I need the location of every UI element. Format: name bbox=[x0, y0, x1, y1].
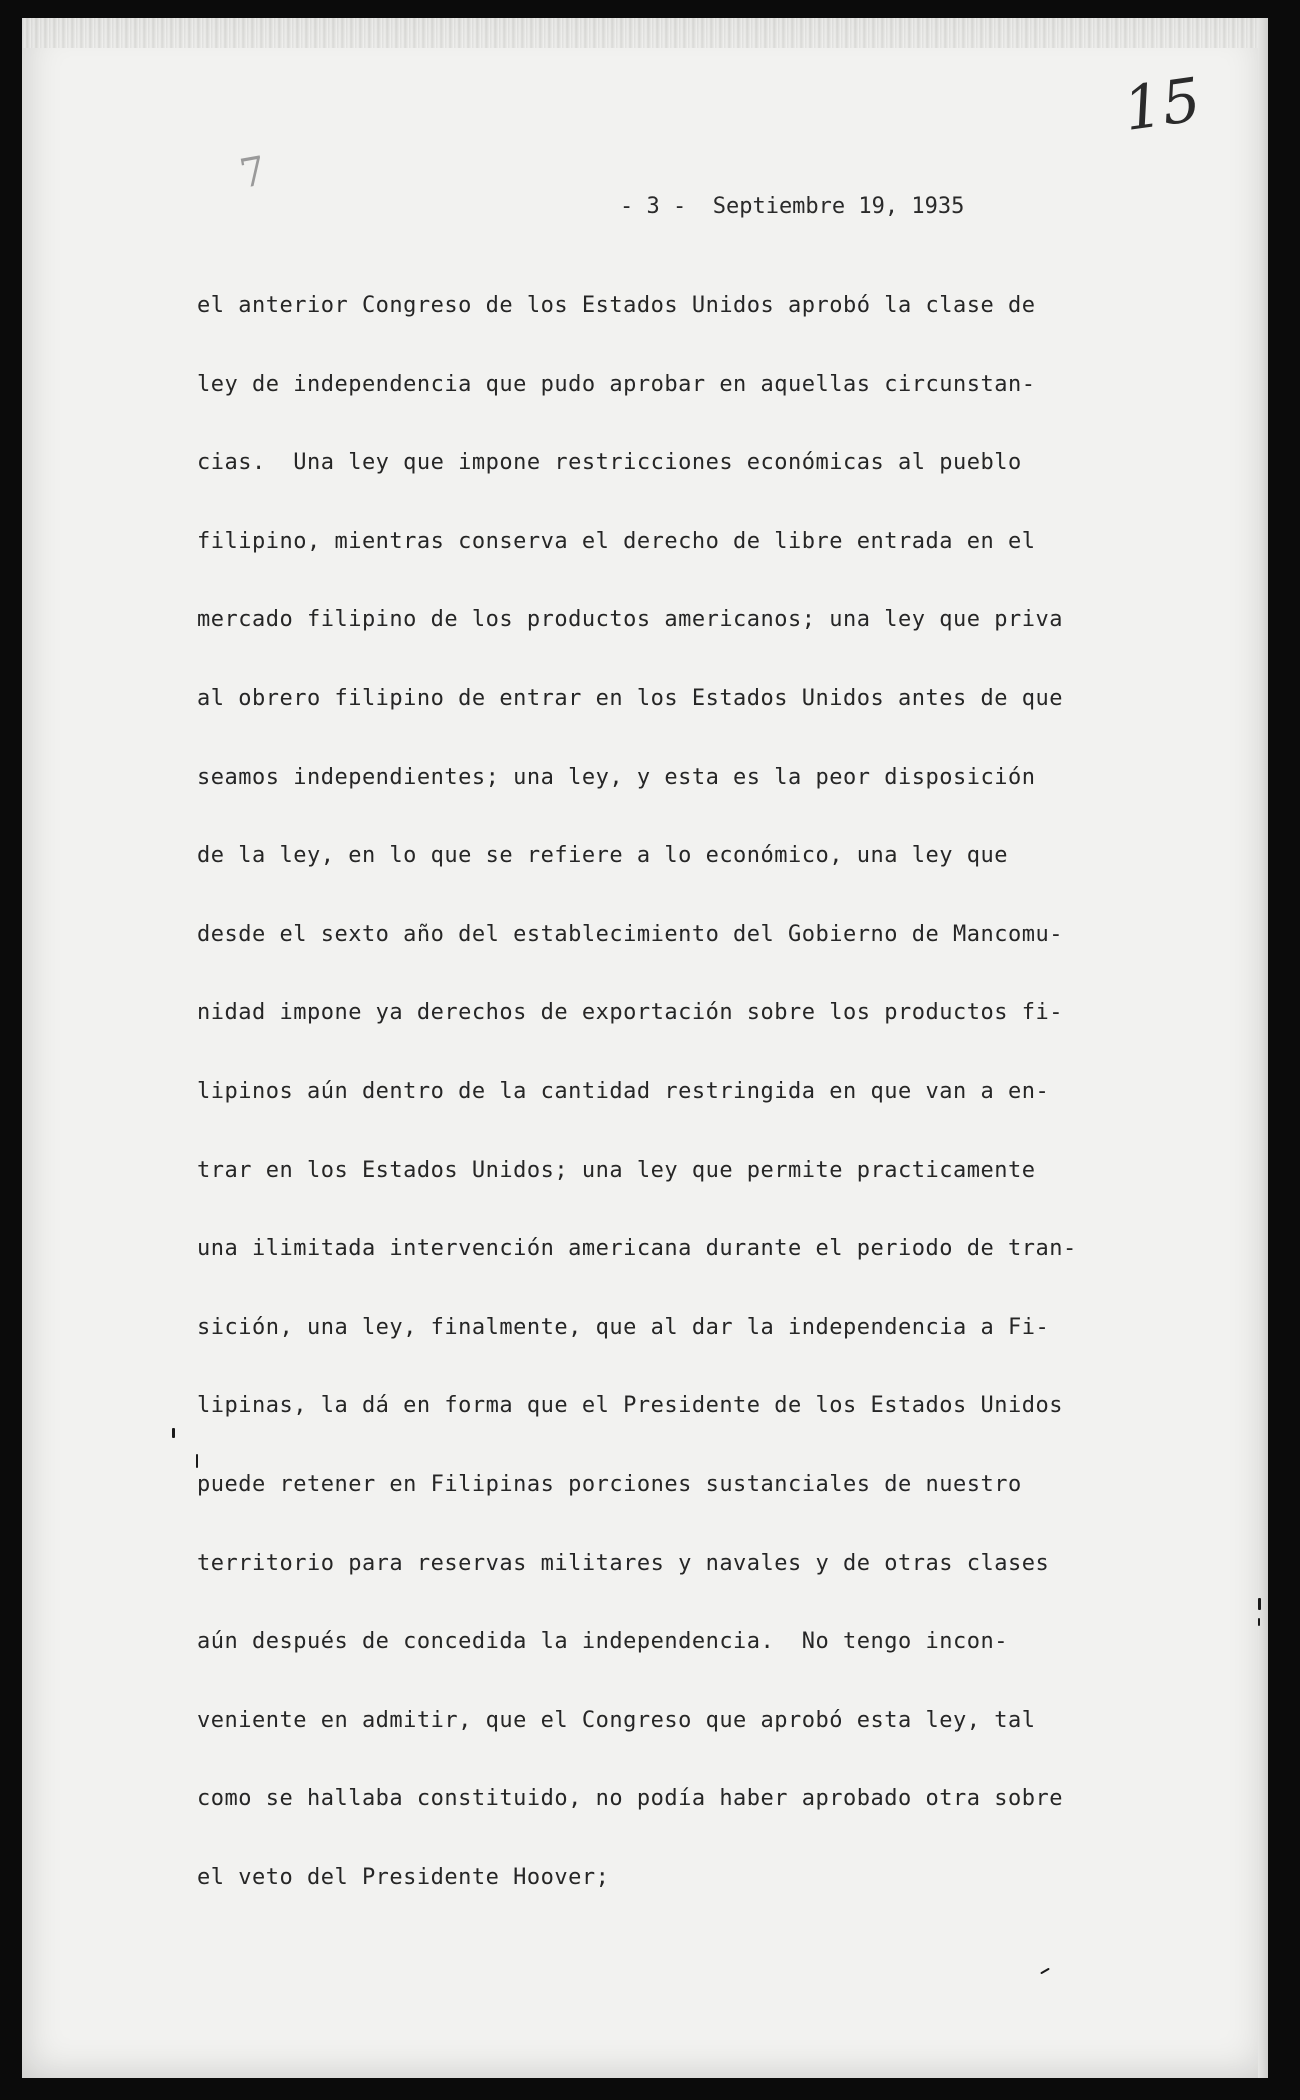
text-line: desde el sexto año del establecimiento del Gobierno de Mancomu- bbox=[197, 921, 1063, 947]
text-line: puede retener en Filipinas porciones sustanciales de nuestro bbox=[197, 1471, 1022, 1497]
scan-speck bbox=[172, 1428, 175, 1438]
text-line: territorio para reservas militares y navales y de otras clases bbox=[197, 1550, 1050, 1576]
text-line: trar en los Estados Unidos; una ley que permite practicamente bbox=[197, 1157, 1036, 1183]
scan-right-edge bbox=[1258, 18, 1268, 2078]
text-line: sición, una ley, finalmente, que al dar la independencia a Fi- bbox=[197, 1314, 1050, 1340]
text-line: seamos independientes; una ley, y esta es la peor disposición bbox=[197, 764, 1036, 790]
corner-scribble: 7 bbox=[236, 148, 270, 198]
text-line: de la ley, en lo que se refiere a lo económico, una ley que bbox=[197, 843, 1008, 869]
scan-speck bbox=[1258, 1618, 1260, 1626]
document-page bbox=[22, 18, 1268, 2078]
text-line: mercado filipino de los productos americanos; una ley que priva bbox=[197, 607, 1063, 633]
text-line: al obrero filipino de entrar en los Estados Unidos antes de que bbox=[197, 685, 1063, 711]
page-header: - 3 - Septiembre 19, 1935 bbox=[620, 194, 965, 219]
text-line: como se hallaba constituido, no podía haber aprobado otra sobre bbox=[197, 1786, 1063, 1812]
text-line: filipino, mientras conserva el derecho de libre entrada en el bbox=[197, 528, 1036, 554]
text-line: el veto del Presidente Hoover; bbox=[197, 1864, 610, 1890]
text-line: lipinos aún dentro de la cantidad restringida en que van a en- bbox=[197, 1078, 1050, 1104]
scan-speck bbox=[1258, 1598, 1261, 1610]
text-line: aún después de concedida la independencia. No tengo incon- bbox=[197, 1629, 1008, 1655]
scan-edge-noise bbox=[22, 18, 1268, 48]
scan-speck bbox=[196, 1454, 198, 1468]
text-line: ley de independencia que pudo aprobar en aquellas circunstan- bbox=[197, 371, 1036, 397]
scan-speck bbox=[1040, 1968, 1050, 1975]
text-line: cias. Una ley que impone restricciones económicas al pueblo bbox=[197, 450, 1022, 476]
text-line: nidad impone ya derechos de exportación sobre los productos fi- bbox=[197, 1000, 1063, 1026]
text-line: veniente en admitir, que el Congreso que aprobó esta ley, tal bbox=[197, 1707, 1036, 1733]
handwritten-page-number: 15 bbox=[1119, 65, 1205, 145]
text-line: una ilimitada intervención americana durante el periodo de tran- bbox=[197, 1236, 1077, 1262]
text-line: el anterior Congreso de los Estados Unidos aprobó la clase de bbox=[197, 293, 1036, 318]
typed-body-text bbox=[197, 286, 1227, 1936]
text-line: lipinas, la dá en forma que el Presidente de los Estados Unidos bbox=[197, 1393, 1063, 1419]
